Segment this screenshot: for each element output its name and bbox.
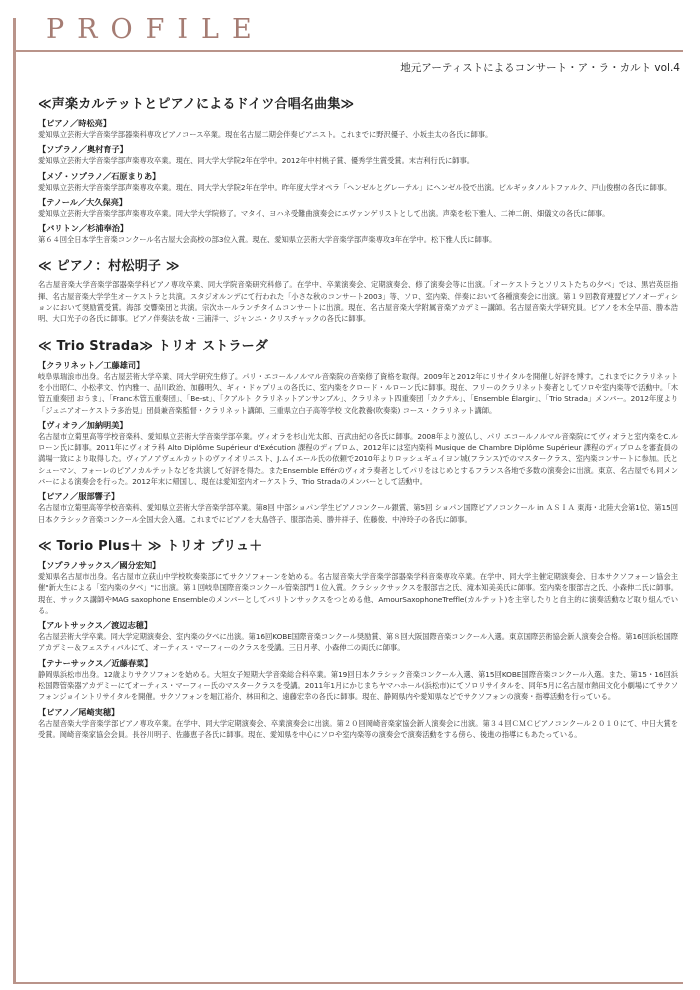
performer-role: 【ピアノ／尾崎実穂】 bbox=[38, 706, 120, 717]
performer-bio: 名古屋音楽大学音楽学部ピアノ専攻卒業。在学中、同大学定期演奏会、卒業演奏会に出演。第２０回岡崎音楽家協会新人演奏会に出演。第３４回ＣＭＣピアノコンクール２０１０にて、中日大賞を受賞。岡崎音楽家協会会員。長谷川明子、佐藤恵子各氏に師事。現在、愛知県を中心にソロや室内楽等の演奏会で演奏活動をする傍ら、後進の指導にもあたっている。 bbox=[38, 718, 678, 739]
performer-profile bbox=[38, 196, 678, 219]
section-piano-muramatsu bbox=[38, 255, 678, 324]
section-heading: ≪ ピアノ：村松明子 ≫ bbox=[38, 259, 180, 275]
left-border-rule bbox=[13, 18, 16, 983]
performer-bio: 愛知県立芸術大学音楽学部声楽専攻卒業。現在、同大学大学院2年在学中。2012年中村桃子賞、優秀学生賞受賞。末吉利行氏に師事。 bbox=[38, 156, 475, 166]
performer-profile bbox=[38, 619, 678, 654]
performer-bio: 愛知県立芸術大学音楽学部器楽科専攻ピアノコース卒業。現在名古屋二期会伴奏ピアニスト。これまでに野沢優子、小坂圭太の各氏に師事。 bbox=[38, 130, 493, 139]
performer-profile bbox=[38, 170, 678, 193]
performer-role: 【ソプラノサックス／國分宏知】 bbox=[38, 559, 161, 570]
performer-bio: 第６４回全日本学生音楽コンクール名古屋大会高校の部3位入賞。現在、愛知県立芸術大学音楽学部声楽専攻3年在学中。松下雅人氏に師事。 bbox=[38, 235, 497, 245]
section-heading: ≪声楽カルテットとピアノによるドイツ合唱名曲集≫ bbox=[38, 97, 355, 112]
performer-profile bbox=[38, 143, 678, 166]
header-rule bbox=[13, 50, 683, 52]
performer-bio: 名古屋芸術大学卒業。同大学定期演奏会、室内楽の夕べに出演。第16回KOBE国際音楽コンクール奨励賞、第８回大阪国際音楽コンクール入選。東京国際芸術協会新人演奏会合格。第16回浜松国際アカデミー＆フェスティバルにて、オーティス・マーフィーのクラスを受講。三日月孝、小森伸二の両氏に師事。 bbox=[38, 632, 678, 653]
performer-bio: 愛知県立芸術大学音楽学部声楽専攻卒業。現在、同大学大学院2年在学中。昨年度大学オペラ「ヘンゼルとグレーテル」にヘンゼル役で出演。ビルギッタノルトファルク、戸山俊樹の各氏に師事。 bbox=[38, 182, 672, 192]
performer-role: 【メゾ・ソプラノ／石原まりあ】 bbox=[38, 170, 161, 181]
section-heading: ≪ Trio Strada≫ トリオ ストラーダ bbox=[38, 338, 269, 354]
performer-profile bbox=[38, 117, 678, 140]
performer-role: 【ヴィオラ／加納明美】 bbox=[38, 419, 128, 430]
performer-bio: 名古屋市立菊里高等学校音楽科、愛知県立芸術大学音楽学部卒業。第8回 中部ショパン学生ピアノコンクール銀賞、第5回 ショパン国際ピアノコンクール in ＡＳＩＡ 東海・北陸大会第1位、第15回 日本クラシック音楽コンクール全国大会入選。これまでにピアノを大島啓子、服部浩美、勝井祥子、佐藤俊、中沖玲子の各氏に師事。 bbox=[38, 503, 678, 524]
performer-role: 【バリトン／杉浦奉治】 bbox=[38, 223, 129, 234]
performer-role: 【アルトサックス／渡辺志穂】 bbox=[38, 620, 153, 631]
performer-profile bbox=[38, 706, 678, 741]
performer-role: 【ピアノ／服部響子】 bbox=[38, 491, 120, 502]
bottom-border-rule bbox=[13, 982, 683, 984]
performer-role: 【ソプラノ／奥村育子】 bbox=[38, 144, 128, 155]
performer-bio: 岐阜県瑞浪市出身。名古屋芸術大学卒業、同大学研究生修了。パリ・エコールノルマル音楽院の音楽修了資格を取得。2009年と2012年にリサイタルを開催し好評を博す。これまでにクラリネットを小出昭仁、小松孝文、竹内雅一、品川政治、加藤明久、ギィ・ドゥプリュの各氏に、室内楽をクロード・ルローン氏に師事。現在、フリーのクラリネット奏者としてソロや室内楽等で活動中。「木管五重奏団 おうま」、「Franc木管五重奏団」、「Be-st」、「クアルト クラリネットアンサンブル」、クラリネット四重奏団「カクテル」、「Ensemble Élargir」、「Trio Strada」メンバー。2012年度より「ジュニアオーケストラ多治見」団員兼音楽監督・クラリネット講師、三重県立白子高等学校 文化教養(吹奏楽) コース・クラリネット講師。 bbox=[38, 371, 678, 415]
section-trio-strada bbox=[38, 335, 678, 525]
performer-bio: 愛知県名古屋市出身。名古屋市立荻山中学校吹奏楽部にてサクソフォーンを始める。名古屋音楽大学音楽学部器楽学科音楽専攻卒業。在学中、同大学主催定期演奏会、日本サクソフォーン協会主催"新大生による「室内楽の夕べ」"に出演。第１回岐阜国際音楽コンクール管楽部門１位入賞。クラシックサックスを服部吉之氏、滝本知美美氏に師事。室内楽を服部吉之氏、小森伸二氏に師事。現在、サックス講師やMAG saxophone Ensembleのメンバーとしてバリトンサックスをつとめる他、AmourSaxophoneTreffle(カルテット)を主宰したりと自主的に演奏活動など取り組んでいる。 bbox=[38, 571, 678, 615]
performer-profile bbox=[38, 559, 678, 616]
performer-bio: 愛知県立芸術大学音楽学部声楽専攻卒業。同大学大学院修了。マタイ、ヨハネ受難曲演奏会にエヴァンゲリストとして出演。声楽を松下雅人、二神二朗、畑儀文の各氏に師事。 bbox=[38, 208, 610, 218]
section-vocal-quartet bbox=[38, 93, 678, 245]
performer-profile bbox=[38, 222, 678, 245]
performer-profile bbox=[38, 359, 678, 416]
performer-profile bbox=[38, 490, 678, 525]
profile-content bbox=[38, 93, 678, 750]
performer-bio: 名古屋音楽大学音楽学部器楽学科ピアノ専攻卒業、同大学院音楽研究科修了。在学中、卒業演奏会、定期演奏会、修了演奏会等に出演。「オーケストラとソリストたちの夕べ」では、黒岩英臣指揮、名古屋音楽大学学生オーケストラと共演。スタジオルンデにて行われた「小さな秋のコンサート2003」等、ソロ、室内楽、伴奏において各種演奏会に出演。第１９回教育連盟ピアノオーディションにおいて奨励賞受賞。海部 交響楽団と共演。宗次ホールランチタイムコンサートに出演。現在、名古屋音楽大学附属音楽アカデミー講師。名古屋音楽大学研究員。ピアノを木全早苗、勝本浩明、大口光子の各氏に師事。ピアノ伴奏法を故・三浦洋一、ジャンニ・クリスチャックの各氏に師事。 bbox=[38, 280, 678, 324]
concert-subtitle: 地元アーティストによるコンサート・ア・ラ・カルト vol.4 bbox=[400, 62, 680, 74]
performer-role: 【クラリネット／工藤雄司】 bbox=[38, 359, 145, 370]
performer-role: 【ピアノ／時松亮】 bbox=[38, 118, 112, 128]
section-torio-plus bbox=[38, 535, 678, 740]
performer-role: 【テナーサックス／近藤春菜】 bbox=[38, 657, 153, 668]
page-title: PROFILE bbox=[46, 14, 265, 45]
performer-profile bbox=[38, 657, 678, 703]
performer-bio: 静岡県浜松市出身。12歳よりサクソフォンを始める。大垣女子短期大学音楽総合科卒業。第19回日本クラシック音楽コンクール入選、第15回KOBE国際音楽コンクール入選。また、第15・16回浜松国際管楽器アカデミーにてオーティス・マーフィー氏のマスタークラスを受講。2011年1月にかじまちヤマハホール(浜松市)にてソロリサイタルを、同年5月に名古屋市熱田文化小劇場にてサクソフォンジョイントリサイタルを開催。サクソフォンを堀江裕介、林田和之、遠藤宏幸の各氏に師事。現在、静岡県内や愛知県などでサクソフォンの演奏・指導活動を行っている。 bbox=[38, 669, 678, 702]
performer-profile bbox=[38, 279, 678, 324]
performer-bio: 名古屋市立菊里高等学校音楽科、愛知県立芸術大学音楽学部卒業。ヴィオラを杉山光太郎、百武由紀の各氏に師事。2008年より渡仏し、パリ エコールノルマル音楽院にてヴィオラと室内楽をC.ルローン氏に師事。2011年にヴィオラ科 Alto Diplôme Supérieur d'Exécution 課程のディプロム、2012年には室内楽科 Musique de Chambre Diplôme Supérieur 課程のディプロムを審査員の満場一致により取得した。ヴィアノアヴェルカットのヴァイオリニスト、J.ムイエール氏の依頼で2010年よりロッシュギュイヨン城(フランス)でのマスタークラス、室内楽コンサートに参加。氏とシューマン、フォーレのピアノカルテットなどを共演して好評を得た。またEnsemble Efférのヴィオラ奏者としてパリをはじめとするフランス各地で多数の演奏会に出演。東京、名古屋でも同メンバーによる演奏会を行った。2012年末に帰国し、現在は愛知室内オーケストラ、Trio Stradaのメンバーとして活動中。 bbox=[38, 431, 678, 487]
performer-role: 【テノール／大久保亮】 bbox=[38, 196, 128, 207]
section-heading: ≪ Torio Plus＋ ≫ トリオ プリュ＋ bbox=[38, 538, 263, 554]
performer-profile bbox=[38, 419, 678, 487]
